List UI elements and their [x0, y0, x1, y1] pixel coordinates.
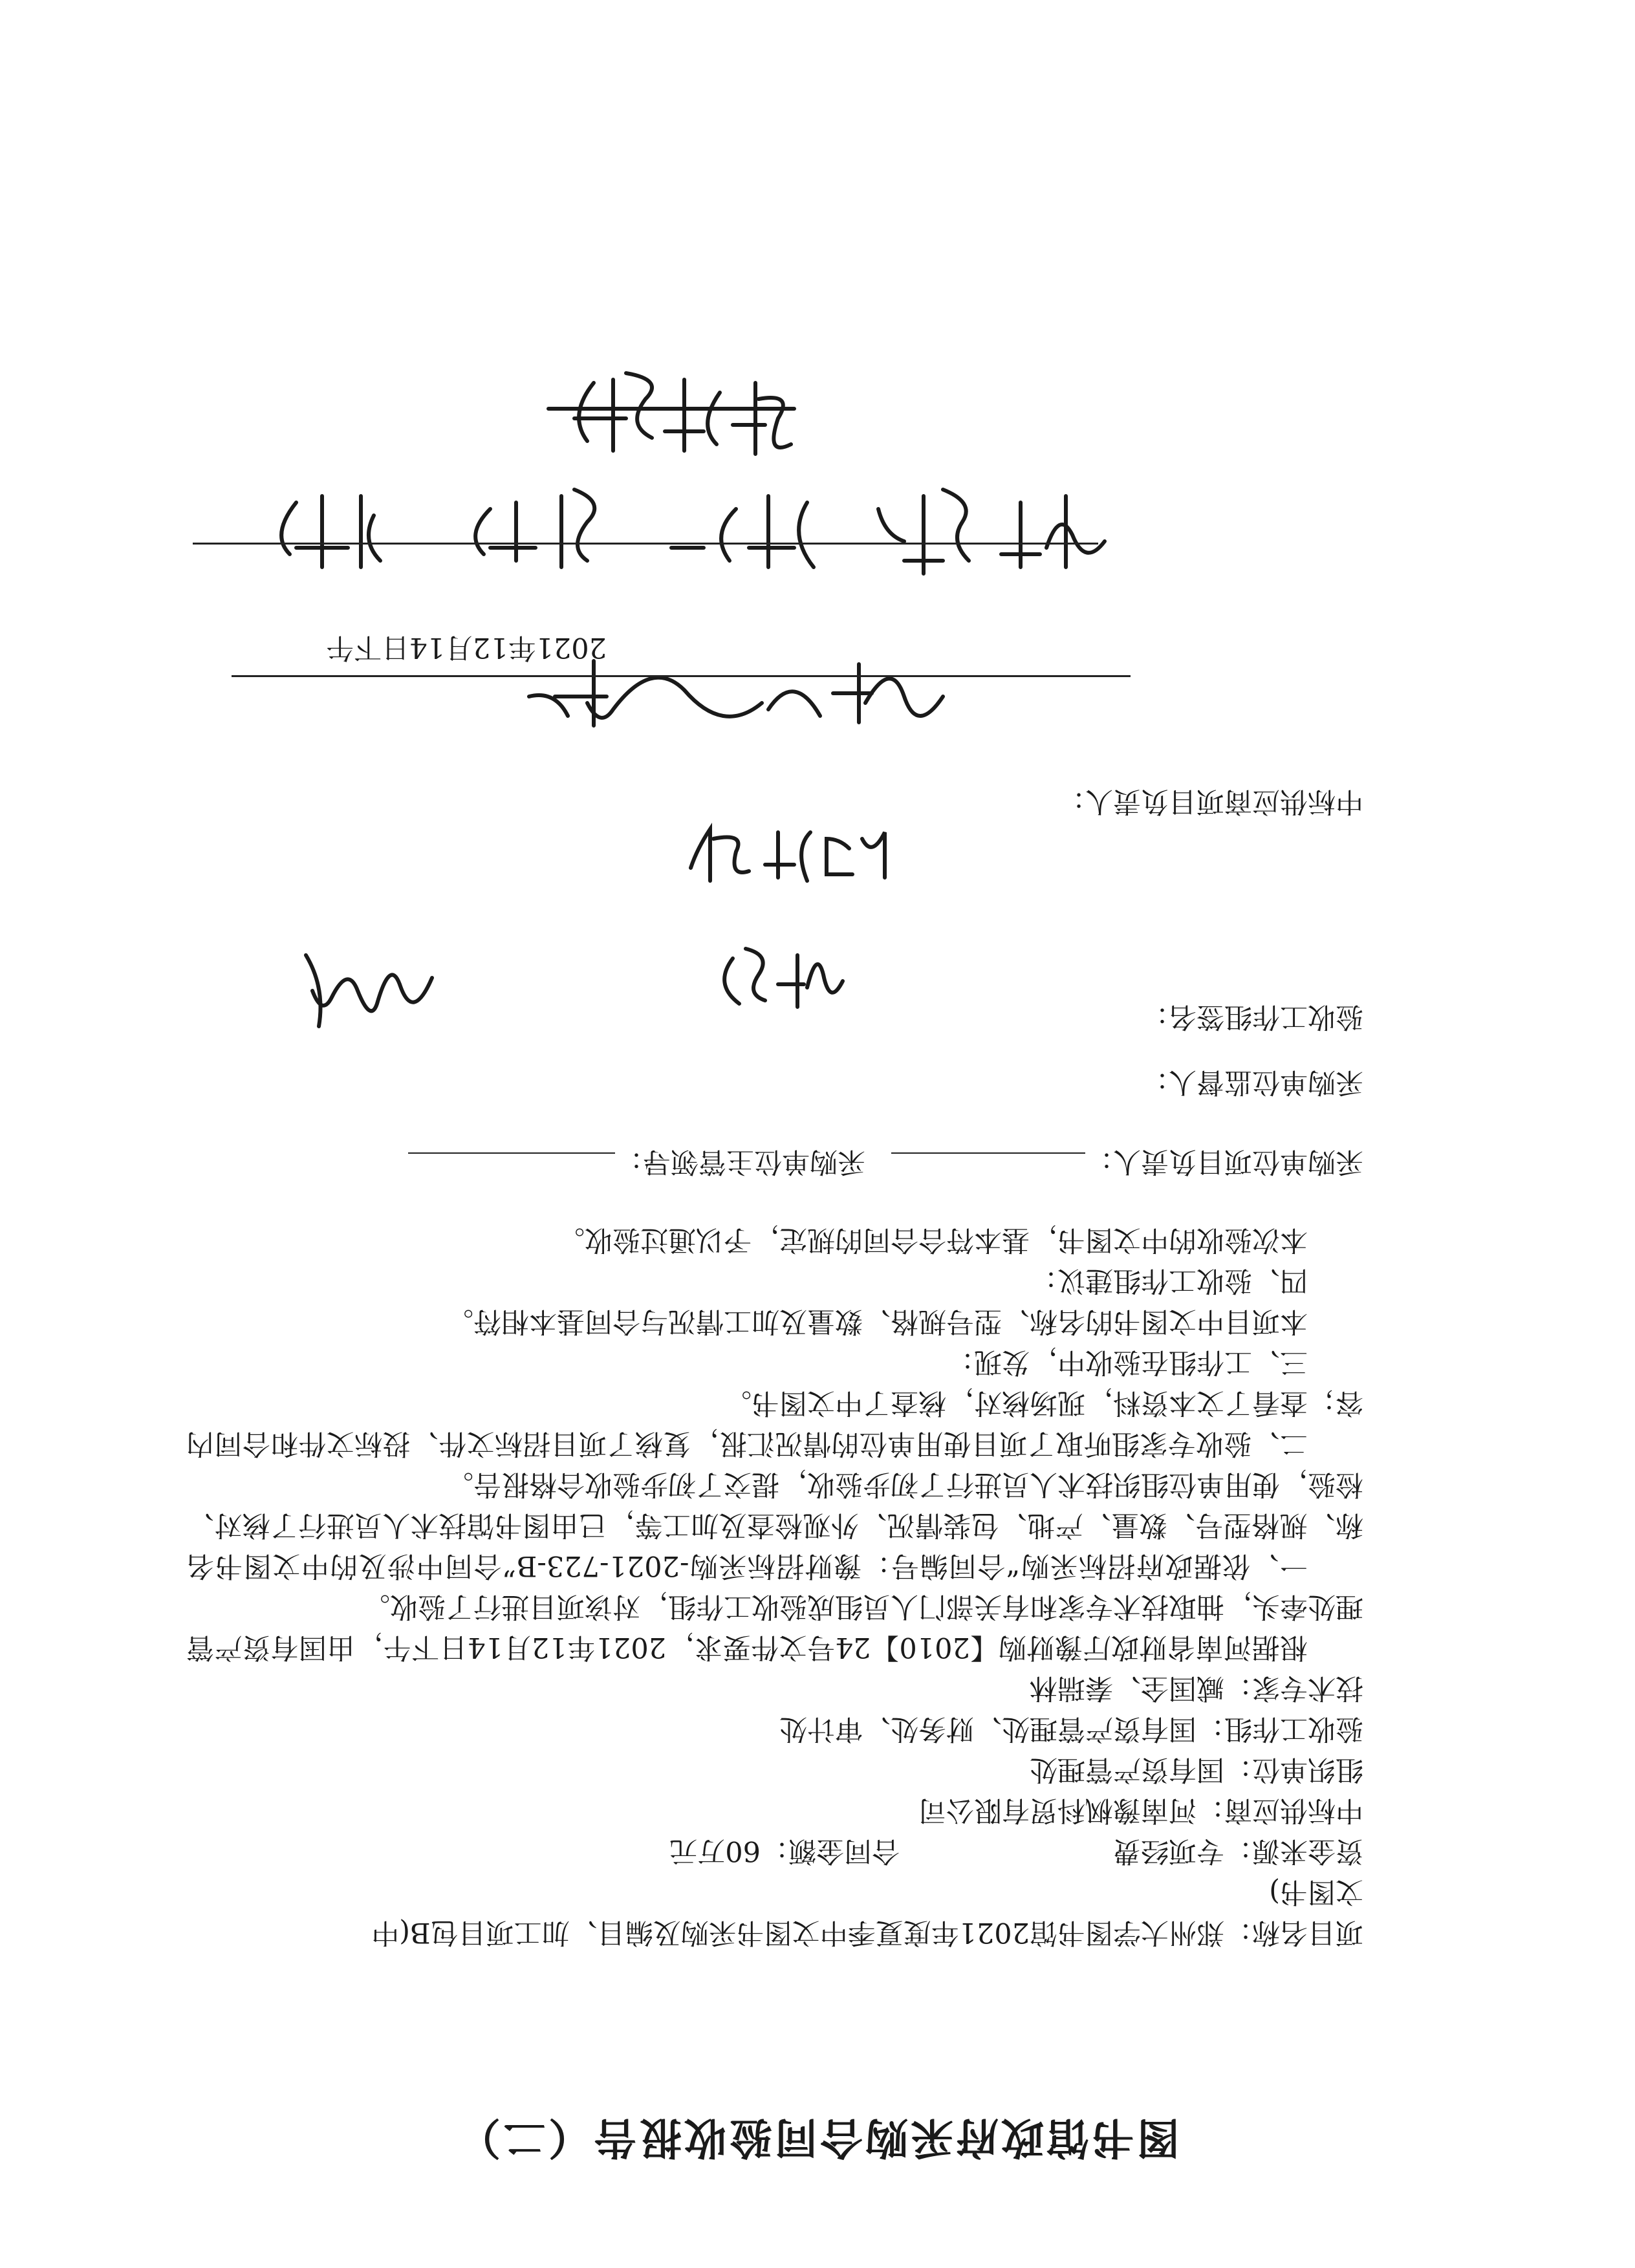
section-4-body: 本次验收的中文图书，基本符合合同的规定，予以通过验收。 — [557, 1224, 1308, 1256]
handwritten-signature-supplier-lead — [542, 367, 801, 470]
work-group-sign-label: 验收工作组签名： — [1141, 1000, 1363, 1033]
section-4-heading: 四、验收工作组建议： — [1030, 1264, 1308, 1297]
document-title: 图书馆政府采购合同验收报告（二） — [455, 2113, 1180, 2163]
project-name-label: 项目名称： — [1224, 1916, 1363, 1949]
project-name-continued: 文图书) — [1269, 1875, 1363, 1908]
purchaser-project-lead-label: 采购单位项目负责人： — [1085, 1145, 1363, 1178]
purchaser-monitor-line — [186, 1061, 1363, 1102]
handwritten-signature-group-row-2 — [238, 477, 1118, 587]
purchaser-sign-line — [186, 1141, 1363, 1182]
supplier-sign-line — [186, 781, 1363, 821]
project-name-line — [186, 1912, 1363, 1952]
purchaser-monitor-label: 采购单位监督人： — [1141, 1066, 1363, 1098]
supplier-line: 中标供应商：河南豫枫科贸有限公司 — [918, 1794, 1363, 1826]
purchaser-supervisor-label: 采购单位主管领导： — [615, 1145, 865, 1178]
signature-rule-2 — [193, 543, 1098, 545]
section-3-body: 本项目中文图书的名称、型号规格、数量及加工情况与合同基本相符。 — [446, 1305, 1308, 1337]
project-name-value: 郑州大学图书馆2021年度夏季中文图书采购及编目、加工项目包B(中 — [371, 1916, 1224, 1949]
section-2-paragraph: 二、验收专家组听取了项目使用单位的情况汇报，复核了项目招标文件、投标文件和合同内容；查看了文本资料，现场核对，核查了中文图书。 — [186, 1387, 1363, 1460]
fund-line — [186, 1830, 1363, 1871]
contract-amount: 合同金额：60万元 — [669, 1835, 900, 1867]
organizer-line: 组织单位：国有资产管理处 — [1030, 1753, 1363, 1786]
work-group-line: 验收工作组：国有资产管理处、财务处、审计处 — [779, 1712, 1363, 1745]
purchaser-project-lead-signature-line — [891, 1152, 1085, 1154]
fund-source: 资金来源：专项经费 — [1113, 1835, 1363, 1867]
report-date: 2021年12月14日下午 — [326, 631, 607, 664]
handwritten-signature-group-row-1 — [503, 645, 956, 742]
handwritten-signature-monitor — [678, 826, 891, 891]
experts-line: 技术专家：臧国全、秦瑞林 — [1030, 1672, 1363, 1704]
section-3-heading: 三、工作组在验收中，发现： — [946, 1346, 1308, 1378]
signature-rule-1 — [232, 675, 1131, 677]
intro-paragraph: 根据河南省财政厅豫财购【2010】24号文件要求，2021年12月14日下午，由国有资产管理处牵头，抽取技术专家和有关部门人员组成验收工作组，对该项目进行了验收。 — [186, 1590, 1363, 1663]
supplier-project-lead-label: 中标供应商项目负责人： — [1057, 785, 1363, 817]
section-1-paragraph: 一、依据政府招标采购“合同编号：豫财招标采购-2021-723-B”合同中涉及的中文图书名称、规格型号、数量、产地、包装情况、外观检查及加工等，已由图书馆技术人员进行了核对、检验，使用单位组织技术人员进行了初步验收，提交了初步验收合格报告。 — [186, 1468, 1363, 1582]
handwritten-signature-project-lead — [694, 942, 849, 1020]
purchaser-supervisor-signature-line — [408, 1152, 615, 1154]
handwritten-signature-supervisor — [274, 936, 442, 1039]
